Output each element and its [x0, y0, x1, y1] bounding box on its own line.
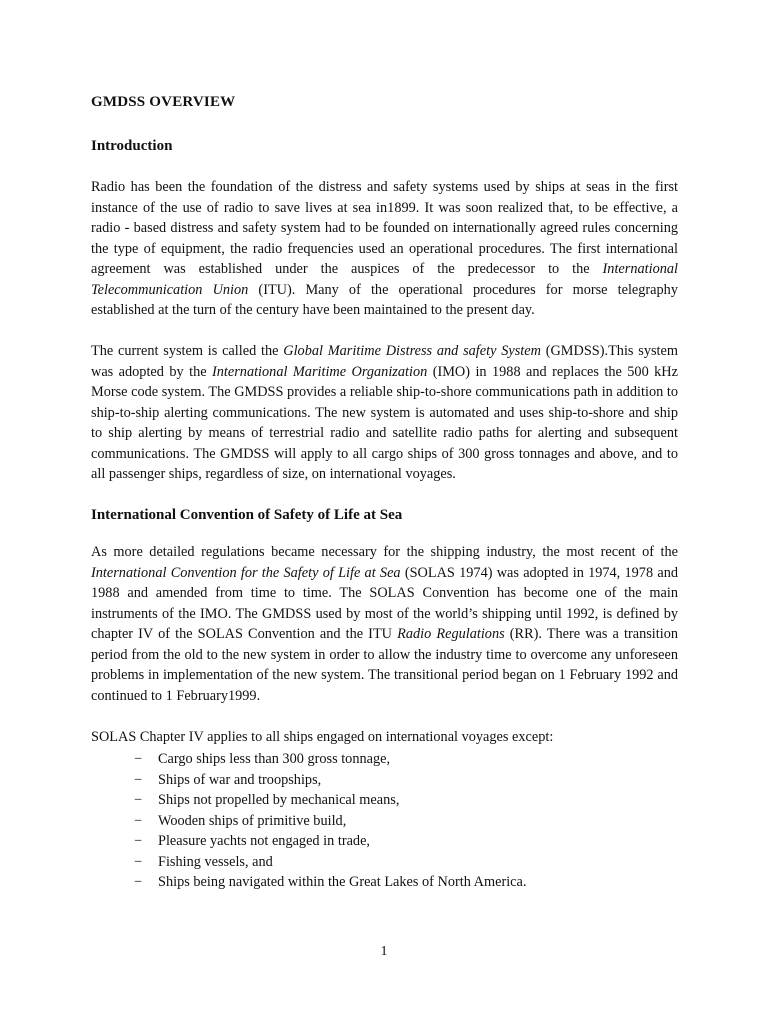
italic-term: International Maritime Organization [212, 363, 428, 380]
list-item [134, 811, 526, 832]
document-title: GMDSS OVERVIEW [91, 94, 236, 110]
dash-bullet: − [134, 874, 143, 890]
page-number: 1 [380, 944, 388, 959]
text-run: As more detailed regulations became necessary for the shipping industry, the most recent of the [91, 544, 678, 560]
solas-paragraph-2: SOLAS Chapter IV applies to all ships engaged on international voyages except: [91, 729, 554, 745]
text-run: (ITU). Many of the operational procedures for morse telegraphy established at the turn of the century have been maintained to the present day. [91, 281, 678, 318]
introduction-paragraph-2 [91, 341, 678, 485]
italic-term: International Convention for the Safety of Life at Sea [91, 564, 401, 581]
dash-bullet: − [134, 792, 143, 808]
list-item [134, 872, 526, 893]
text-run: The current system is called the [91, 343, 284, 359]
introduction-heading: Introduction [91, 138, 173, 154]
solas-heading: International Convention of Safety of Life at Sea [91, 507, 403, 523]
solas-paragraph-1 [91, 542, 678, 706]
introduction-paragraph-1 [91, 177, 678, 321]
list-item-text: Ships being navigated within the Great Lakes of North America. [158, 874, 527, 890]
italic-term: Radio Regulations [397, 626, 505, 642]
list-item-text: Ships of war and troopships, [158, 771, 322, 788]
list-item-text: Wooden ships of primitive build, [158, 812, 347, 829]
list-item-text: Ships not propelled by mechanical means, [158, 792, 400, 808]
list-item [134, 831, 526, 852]
list-item-text: Fishing vessels, and [158, 853, 273, 870]
text-run: (IMO) in 1988 and replaces the 500 kHz Morse code system. The GMDSS provides a reliable ship-to-shore communications path in addition to ship-to-ship alerting communications. The new system is automated and uses ship-to-shore and ship to ship alerting by means of terrestrial radio and satellite radio paths for alerting and subsequent communications. The GMDSS will apply to all cargo ships of 300 gross tonnages and above, and to all passenger ships, regardless of size, on international voyages. [91, 363, 678, 482]
dash-bullet: − [134, 751, 143, 767]
list-item [134, 770, 526, 791]
text-run: (SOLAS 1974) was adopted in 1974, 1978 and 1988 and amended from time to time. The SOLAS Convention has become one of the main instruments of the IMO. The GMDSS used by most of the world’s shipping until 1992, is defined by chapter IV of the SOLAS Convention and the ITU [91, 564, 678, 642]
dash-bullet: − [134, 853, 143, 870]
list-item [134, 852, 526, 873]
list-item-text: Cargo ships less than 300 gross tonnage, [158, 751, 391, 767]
text-run: (RR). There was a transition period from the old to the new system in order to allow the industry time to overcome any unforeseen problems in implementation of the new system. The transitional period began on 1 February 1992 and continued to 1 February1999. [91, 626, 679, 704]
list-item [134, 749, 526, 770]
italic-term: Global Maritime Distress and safety System [283, 343, 541, 359]
dash-bullet: − [134, 833, 143, 849]
list-item-text: Pleasure yachts not engaged in trade, [158, 833, 370, 849]
list-item [134, 790, 526, 811]
text-run: (GMDSS).This system was adopted by the [91, 343, 678, 380]
exceptions-list [134, 749, 526, 893]
italic-term: International Telecommunication Union [91, 261, 678, 298]
dash-bullet: − [134, 771, 143, 788]
dash-bullet: − [134, 812, 143, 829]
text-run: Radio has been the foundation of the distress and safety systems used by ships at seas in the first instance of the use of radio to save lives at sea in1899. It was soon realized that, to be effective, a radio - based distress and safety system had to be founded on internationally agreed rules concerning the type of equipment, the radio frequencies used an operational procedures. The first international agreement was established under the auspices of the predecessor to the [91, 179, 678, 277]
